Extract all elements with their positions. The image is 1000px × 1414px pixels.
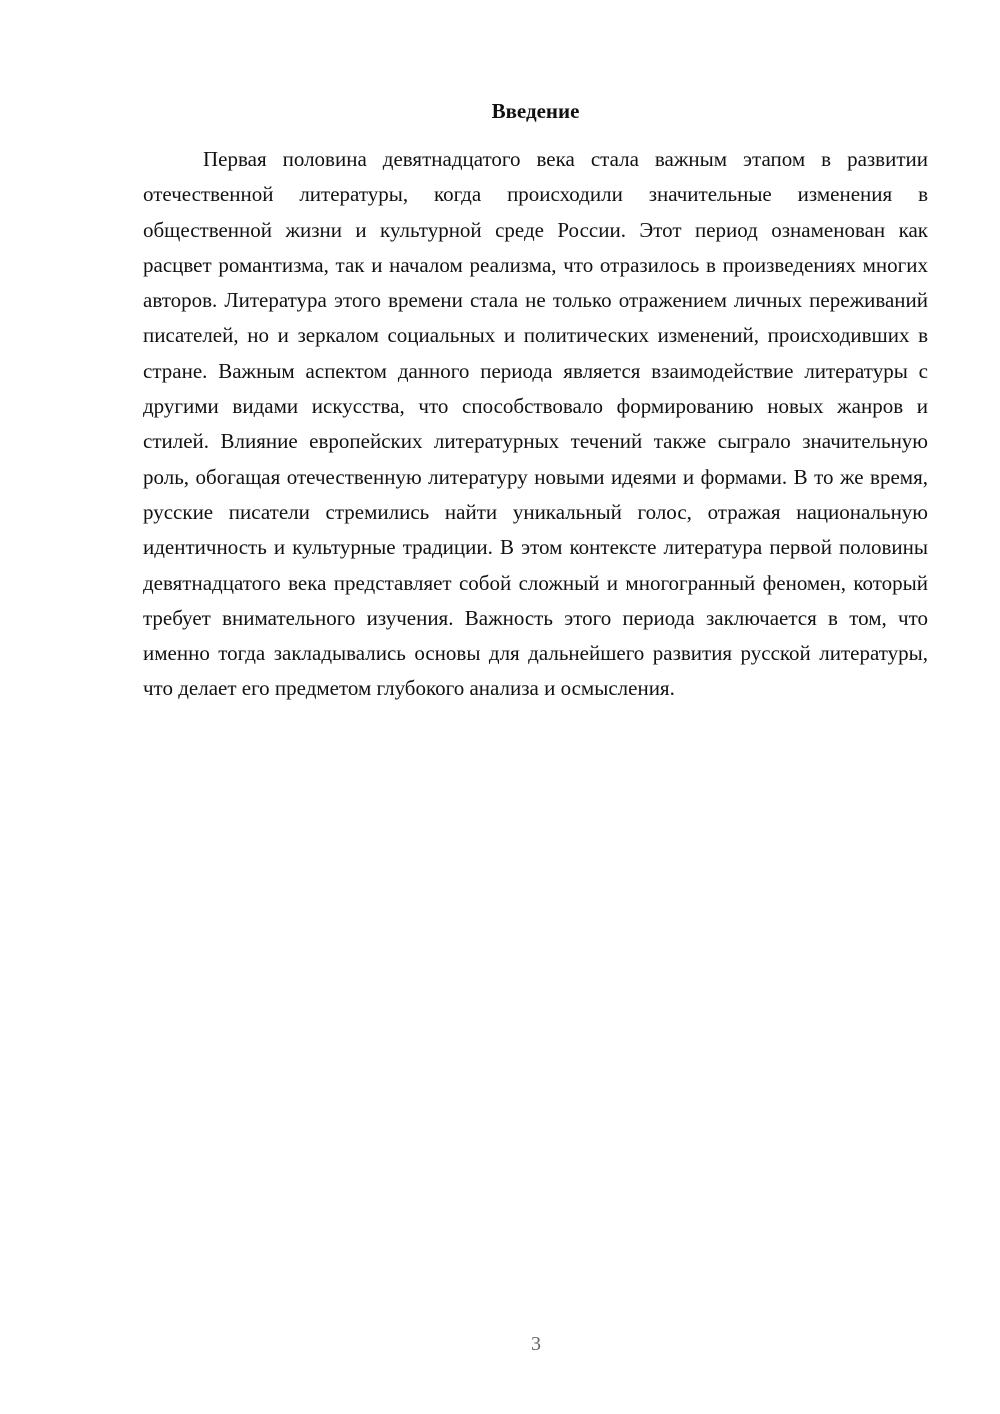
section-heading: Введение — [491, 99, 580, 123]
body-paragraph: Первая половина девятнадцатого века стала важным этапом в развитии отечественной литературы, когда происходили значительные изменения в общественной жизни и культурной среде России. Этот период ознаменован как расцвет романтизма, так и началом реализма, что отразилось в произведениях многих авторов. Литература этого времени стала не только отражением личных переживаний писателей, но и зеркалом социальных и политических изменений, происходивших в стране. Важным аспектом данного периода является взаимодействие литературы с другими видами искусства, что способствовало формированию новых жанров и стилей. Влияние европейских литературных течений также сыграло значительную роль, обогащая отечественную литературу новыми идеями и формами. В то же время, русские писатели стремились найти уникальный голос, отражая национальную идентичность и культурные традиции. В этом контексте литература первой половины девятнадцатого века представляет собой сложный и многогранный феномен, который требует внимательного изучения. Важность этого периода заключается в том, что именно тогда закладывались основы для дальнейшего развития русской литературы, что делает его предметом глубокого анализа и осмысления. — [143, 147, 928, 701]
page-number: 3 — [531, 1333, 541, 1355]
